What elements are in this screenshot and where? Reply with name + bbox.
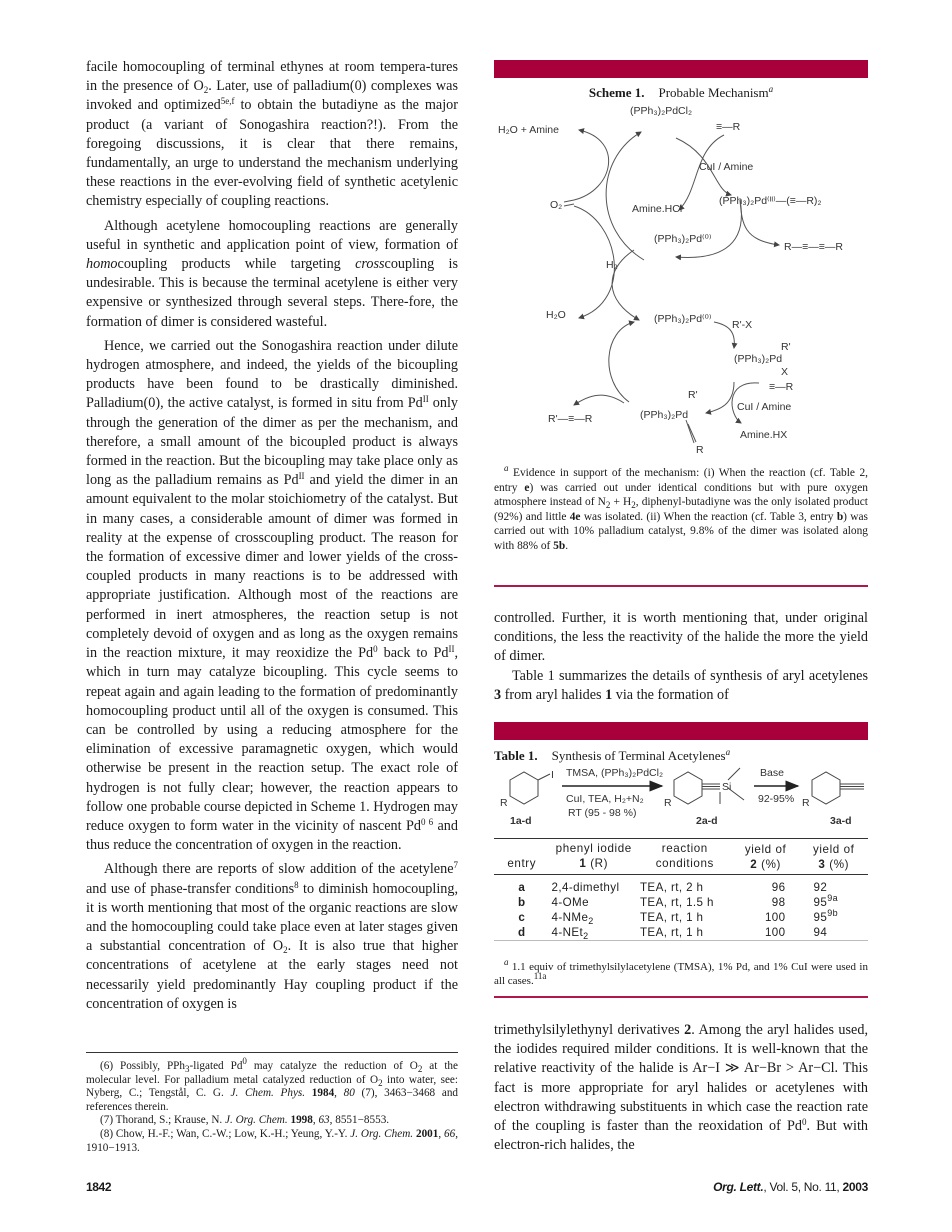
cell-conditions [638,925,732,941]
journal-citation [713,1180,868,1194]
reagent-cui-amine: CuI / Amine [699,161,754,173]
scheme-label: Scheme 1. [588,85,645,100]
footnote-marker: a [725,747,731,757]
species-x: X [781,366,789,378]
compound-ref: 2 [750,858,758,871]
text: phenyl iodide [555,842,632,855]
superscript: 0 6 [420,816,434,827]
citation-ref: 9b [827,908,839,918]
citation-ref: 11a [533,971,547,981]
subscript: 2 [583,931,589,941]
text: (7) Thorand, S.; Krause, N. [100,1114,226,1127]
citation-ref: 9a [827,893,839,903]
subscript: 2 [283,945,288,956]
subscript: 2 [588,916,594,926]
text: (7), 3463−3468 and references therein. [86,1087,459,1113]
cell-text: TEA, rt, 1 h [639,926,704,939]
footnote-8: (8) Chow, H.-F.; Wan, C.-W.; Low, K.-H.; Yeung, Y.-Y. J. Org. Chem. 2001, 66, 1910−1913. [86,1127,459,1154]
text: (%) [757,858,781,871]
text: and use of phase-transfer conditions [86,880,295,897]
cell-text: TEA, rt, 1.5 h [639,896,714,909]
italic-term: homo [86,256,118,273]
cell-entry [494,910,550,925]
text: ) was carried out under identical conditions but with pure oxygen atmosphere instead of N [494,481,868,509]
journal-name: J. Chem. Phys. [230,1087,306,1100]
footnote-marker: a [504,463,509,473]
text: , which in turn may catalyze bicoupling. This cycle seems to repeat again and again leading to the formation of predominantly homocoupling product until all of the oxygen is consumed. This can be controlled by using a reducing atmosphere for the elimination of excessive paramagnetic oxygen, which would otherwise be present in the reaction setup. The exact role of hydrogen is not fully clear; however, the reaction appears to follow one probable course depicted in Scheme 1. Hydrogen may reduce oxygen to form water in the vicinity of nascent Pd [86,645,458,834]
cell-yield-2 [732,895,800,910]
volume-issue: , Vol. 5, No. 11, [763,1180,843,1194]
species-amine-hcl: Amine.HCl [632,203,683,215]
cell-yield-3 [800,910,869,925]
volume: 63 [318,1114,330,1127]
header-conditions [638,839,732,875]
right-column-text-2 [494,1021,868,1155]
cell-text: a [518,881,526,894]
compound-label-2: 2a-d [696,815,718,827]
reagent-h2: H₂ [606,259,618,271]
journal-name: J. Org. Chem. [225,1114,288,1127]
text: 1.1 equiv of trimethylsilylacetylene (TMSA), 1% Pd, and 1% CuI were used in all cases. [494,961,868,987]
cell-entry [494,875,550,896]
table-caption: Synthesis of Terminal Acetylenes [551,748,726,763]
text: (8) Chow, H.-F.; Wan, C.-W.; Low, K.-H.; Yeung, Y.-Y. [100,1127,351,1140]
left-column [86,58,458,1014]
entry-ref: b [836,510,844,523]
scheme-caption: Probable Mechanism [658,85,769,100]
cell-conditions [638,910,732,925]
citation-ref: 8 [294,879,299,890]
table-header-row [494,839,868,875]
compound-ref: 2 [684,1022,692,1038]
text: only through the generation of the dimer as per the mechanism, and therefore, a small amount of the bicoupled product is always formed in the reaction. But the bicoupling may take place only as long as the palladium remains as Pd [86,395,458,489]
reagent-cui-amine-2: CuI / Amine [737,401,792,413]
journal-name: J. Org. Chem. [350,1127,414,1140]
table-row [494,910,868,925]
footnote-marker: a [768,84,774,94]
cell-yield-2 [732,925,800,941]
footnotes [86,1056,459,1155]
compound-label-1: 1a-d [510,815,532,827]
text: yield of [812,843,855,856]
subscript: 2 [417,1064,423,1074]
text: (%) [825,858,850,871]
cell-conditions [638,875,732,896]
cell-text: 94 [813,926,828,939]
text: . It is also true that higher concentrations of acetylene at the early stages need not necessarily yield predominantly Hay coupling product if the concentration of oxygen is [86,938,458,1012]
page-number: 1842 [86,1180,112,1194]
paragraph [86,860,458,1014]
species-pdcl2: (PPh₃)₂PdCl₂ [630,105,693,117]
benzene-ring-1 [510,772,538,804]
superscript: 0 [801,1117,807,1128]
scheme-bottom-rule [494,585,868,587]
table-footnote [494,957,868,988]
mechanism-diagram [494,100,874,460]
header-phenyl-iodide [550,839,638,875]
cell-yield-3 [800,925,869,941]
italic-term: cross [355,256,385,273]
text: -ligated Pd [189,1060,243,1072]
si-label: Si [722,781,732,793]
reagents-bottom: CuI, TEA, H₂+N₂ [566,793,644,805]
year: 2001 [415,1127,439,1140]
cell-text: TEA, rt, 1 h [639,911,704,924]
species-transmetalation: (PPh₃)₂Pd [640,409,689,421]
text: . But with electron-rich halides, the [494,1118,868,1154]
table-bottom-rule [494,996,868,998]
text: and thus reduce the concentration of oxygen in the reaction. [86,817,458,854]
text: reaction [661,842,708,855]
volume: 80 [343,1087,355,1100]
reaction-scheme [494,762,874,834]
pd-alkynyl-bond [686,420,694,443]
text: back to Pd [377,645,449,662]
text: + H [610,496,632,509]
r-label-1: R [500,797,508,809]
subscript: 2 [631,500,636,511]
text: , 1910−1913. [86,1127,459,1154]
species-pd0-cycle: (PPh₃)₂Pd⁽⁰⁾ [654,313,712,325]
text: trimethylsilylethynyl derivatives [494,1022,685,1038]
cell-conditions [638,895,732,910]
species-r-prime-2: R' [688,389,698,401]
base-label: Base [760,767,784,779]
cell-text: 4-NEt [551,926,584,939]
text: , diphenyl-butadiyne was the only isolated product (92%) and little [494,496,868,523]
text: conditions [655,857,714,870]
superscript: II [448,644,455,655]
cell-substituent [550,910,638,925]
text: was isolated. (ii) When the reaction (cf. Table 3, entry [580,510,837,523]
benzene-ring-3 [812,772,840,804]
arrow-o2-to-h2o [574,130,609,200]
table-row [494,875,868,896]
subscript: 2 [203,85,209,96]
cell-yield-3 [800,875,869,896]
year: 1998 [290,1114,313,1127]
journal-abbrev: Org. Lett. [713,1180,764,1194]
species-r-bottom: R [696,444,704,456]
r-label-3: R [802,797,810,809]
cell-text: TEA, rt, 2 h [639,881,704,894]
species-r-prime: R' [781,341,791,353]
subscript: 3 [184,1064,190,1074]
superscript: 0 [242,1056,247,1066]
text: at the molecular level. For palladium metal catalyzed reduction of O [86,1060,458,1086]
reaction-yield: RT (95 - 98 %) [568,807,637,819]
paragraph: controlled. Further, it is worth mentioning that, under original conditions, the less the reactivity of the halide the more the yield of dimer. [494,610,868,665]
text: facile homocoupling of terminal ethynes at room tempera-tures in the presence of O [86,59,458,95]
text: may catalyze the reduction of O [246,1060,418,1072]
text: Hence, we carried out the Sonogashira reaction under dilute hydrogen atmosphere, and indeed, the yields of the bicoupling products have been found to be drastically diminished. Palladium(0), the active catalyst, is formed in situ from Pd [86,337,458,412]
text: (6) Possibly, PPh [100,1060,185,1072]
compound-ref: 4e [569,510,581,523]
species-h2o-amine: H₂O + Amine [498,124,559,136]
volume: 66 [444,1127,456,1140]
species-amine-hx: Amine.HX [740,429,788,441]
text: . [565,539,569,552]
compound-ref: 1 [579,857,587,870]
iodine-label: I [551,769,554,781]
benzene-ring-2 [674,772,702,804]
text: , 8551−8553. [329,1114,390,1127]
compound-ref: 5b [553,539,566,552]
compound-ref: 3 [494,686,502,703]
reagent-aryl-halide: R'-X [732,319,753,331]
arrow-oxadd-to-trans [706,382,734,413]
cell-text: 4-OMe [551,896,589,909]
footnote-divider [86,1052,458,1053]
table-label: Table 1. [494,748,538,763]
footnote-6: (6) Possibly, PPh$_3$-ligated Pd$^0$ may catalyze the reduction of $O_2$ at the molecular level. For palladium metal catalyzed reduction of $O_2$ into water, see: Nyberg, C.; Tengstål, C. G. J. Chem. Phys. 1984, 80 (7), 3463−3468 and references therein. [86,1056,459,1113]
year: 2003 [842,1180,868,1194]
species-alkyne: ≡—R [716,121,741,133]
text: and yield the dimer in an amount equivalent to the molar stoichiometry of the catalyst. But in many cases, a considerable amount of dimer was formed in reality at the expense of crosscoupling product. The reason for the formation of excessive dimer and lower yields of the cross-coupled products in many reactions is to be addressed with appropriate justification. Although most of the reactions are performed in inert atmospheres, the reaction setup is not completely devoid of oxygen and as long as the oxygen remains in the reaction mixture, it may reoxidize the Pd [86,472,458,662]
results-table [494,838,868,941]
cell-text: 95 [813,896,828,909]
footnote-marker: a [504,957,509,967]
paragraph [86,217,458,332]
text: from aryl halides [501,686,606,703]
species-diyne: R—≡—≡—R [784,241,843,253]
superscript: II [298,471,305,482]
cell-text: b [518,896,526,909]
scheme-footnote [494,463,868,554]
species-cross-product: R'—≡—R [548,413,593,425]
header-yield-3 [800,839,869,875]
cell-text: d [518,926,526,939]
arrow-trans-to-pd0 [609,322,634,402]
text: . Among the aryl halides used, the iodides required milder conditions. It is well-known that the relative reactivity of the halide is Ar−I ≫ Ar−Br > Ar−Cl. This fact is more appropriate for aryl halides or acetylenes with electron withdrawing substituents in which case the reaction rate of the coupling is faster than the reoxidation of Pd [494,1022,868,1135]
base-yield: 92-95% [758,793,795,805]
subscript: 2 [605,500,611,511]
cell-yield-2 [732,875,800,896]
reagents-top: TMSA, (PPh₃)₂PdCl₂ [566,767,664,779]
cell-entry [494,925,550,941]
text: via the formation of [612,686,729,703]
species-pdii-dialkynyl: (PPh₃)₂Pd⁽ᴵᴵ⁾—(≡—R)₂ [719,195,822,207]
cell-text: 100 [764,926,786,939]
species-o2: O₂ [550,199,563,211]
citation-ref: 7 [453,860,458,871]
cell-substituent [550,895,638,910]
paragraph [86,337,458,855]
compound-ref: 3 [818,858,826,871]
cell-text: 95 [813,911,828,924]
text: into water, see: Nyberg, C.; Tengstål, C. G. [86,1073,458,1100]
cell-text: 100 [764,911,786,924]
right-column-text-1 [494,609,868,705]
o2-line-1 [564,200,574,202]
superscript: II [422,394,429,405]
arrow-trans-to-product [574,395,624,405]
compound-ref: 1 [605,686,613,703]
year: 1984 [311,1087,335,1100]
paragraph [86,58,458,212]
cell-substituent [550,875,638,896]
text: coupling is undesirable. This is because the terminal acetylene is either very expensive or synthesized through several steps. There-fore, the formation of dimer is considered wasteful. [86,256,458,330]
table-row [494,925,868,941]
text: to obtain the butadiyne as the major product (a variant of Sonogashira reaction?!). From the foregoing discussions, it is clear that there remains, fundamentally, an urge to understand the mechanism underlying these reactions in the ever-evolving field of synthetic acetylenic chemistry especially of coupling reactions. [86,97,458,210]
text: coupling products while targeting [117,256,356,273]
text: Evidence in support of the mechanism: (i) When the reaction (cf. Table 2, entry [494,467,868,494]
citation-ref: 5e,f [220,96,235,107]
cell-substituent [550,925,638,941]
scheme-title [494,85,868,101]
cell-text: 96 [771,881,786,894]
text: to diminish homocoupling, it is worth mentioning that most of the organic reactions are slow and the homocoupling could take place even at later stages given a substantial concentration of O [86,880,458,955]
text: Table 1 summarizes the details of synthesis of aryl acetylenes [512,667,868,684]
text: (R) [586,857,609,870]
cell-entry [494,895,550,910]
table-row [494,895,868,910]
compound-label-3: 3a-d [830,815,852,827]
cell-text: 92 [813,881,828,894]
o2-line-2 [564,204,574,206]
header-yield-2 [732,839,800,875]
arrow-pdii-to-pd0 [676,200,741,257]
scheme-header-bar [494,60,868,78]
cell-text: 98 [771,896,786,909]
text: Although acetylene homocoupling reactions are generally useful in synthetic and application point of view, formation of [86,217,458,253]
text: . Later, use of palladium(0) complexes was invoked and optimized [86,78,458,114]
paragraph [494,1021,868,1155]
r-label-2: R [664,797,672,809]
paragraph [494,667,868,705]
superscript: 0 [373,644,378,655]
species-pd0: (PPh₃)₂Pd⁽⁰⁾ [654,233,712,245]
cell-yield-2 [732,910,800,925]
footnote-7: (7) Thorand, S.; Krause, N. J. Org. Chem. 1998, 63, 8551−8553. [100,1114,390,1127]
species-oxidative-adduct: (PPh₃)₂Pd [734,353,783,365]
cell-text: 4-NMe [551,911,589,924]
cell-text: c [518,911,526,924]
text: Although there are reports of slow addition of the acetylene [104,861,454,878]
text: ) was carried out with 10% palladium catalyst, 9.8% of the dimer was isolated along with 88% of [494,510,868,552]
arrow-pd0-to-pdcl2 [606,132,644,260]
entry-ref: e [524,481,530,494]
subscript: 2 [378,1077,383,1088]
cell-text: 2,4-dimethyl [551,881,620,894]
table-header-bar [494,722,868,740]
species-alkyne-2: ≡—R [769,381,794,393]
text: yield of [744,843,787,856]
header-entry: entry [507,857,537,870]
species-h2o: H₂O [546,309,566,321]
